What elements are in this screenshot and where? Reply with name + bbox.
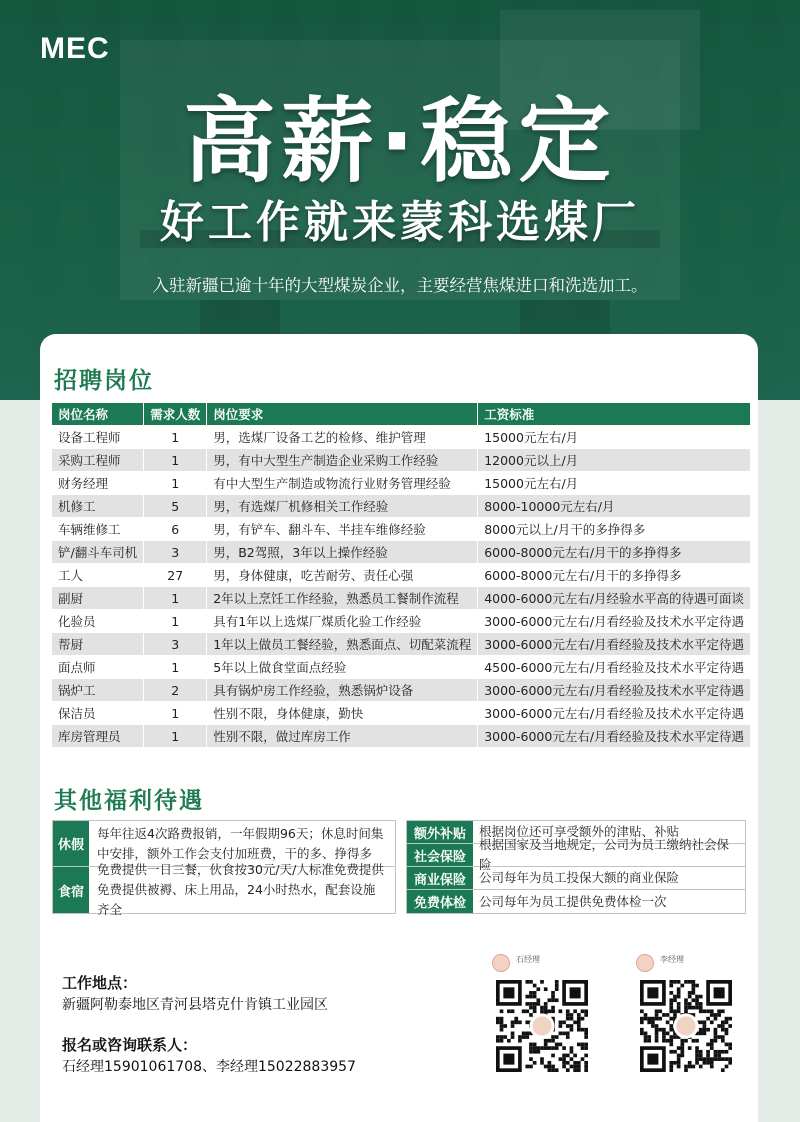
table-row [52, 633, 751, 655]
job-title-cell: 设备工程师 [52, 426, 144, 448]
table-row [52, 587, 751, 609]
headline: 高薪·稳定 [183, 88, 617, 195]
table-row [52, 472, 751, 494]
headcount-cell: 6 [144, 518, 207, 540]
requirement-cell: 1年以上做员工餐经验，熟悉面点、切配菜流程 [207, 633, 478, 655]
contact-label: 报名或咨询联系人： [62, 1036, 198, 1054]
column-header: 工资标准 [478, 403, 751, 425]
location-label: 工作地点： [62, 974, 138, 992]
requirement-cell: 5年以上做食堂面点经验 [207, 656, 478, 678]
headcount-cell: 1 [144, 472, 207, 494]
table-row [52, 702, 751, 724]
qr-code-icon[interactable] [496, 980, 588, 1072]
benefit-text: 根据岗位还可享受额外的津贴、补贴 [479, 824, 680, 839]
table-row [52, 426, 751, 448]
job-title-cell: 化验员 [52, 610, 144, 632]
table-row [52, 725, 751, 747]
benefit-tag: 社会保险 [407, 844, 473, 866]
column-header: 岗位名称 [52, 403, 144, 425]
job-title-cell: 锅炉工 [52, 679, 144, 701]
subheadline: 好工作就来蒙科选煤厂 [160, 197, 640, 248]
headcount-cell: 3 [144, 633, 207, 655]
requirement-cell: 男，有中大型生产制造企业采购工作经验 [207, 449, 478, 471]
job-title-cell: 帮厨 [52, 633, 144, 655]
benefit-row [53, 862, 395, 917]
requirement-cell: 男，有选煤厂机修相关工作经验 [207, 495, 478, 517]
salary-cell: 8000元以上/月干的多挣得多 [478, 518, 751, 540]
table-row [52, 495, 751, 517]
jobs-table [52, 402, 751, 748]
qr-caption: 李经理 [660, 955, 684, 964]
column-header: 岗位要求 [207, 403, 478, 425]
benefit-row [407, 867, 745, 890]
contact-value: 石经理15901061708、李经理15022883957 [62, 1059, 356, 1075]
salary-cell: 3000-6000元左右/月看经验及技术水平定待遇 [478, 702, 751, 724]
table-row [52, 518, 751, 540]
benefit-text: 根据国家及当地规定，公司为员工缴纳社会保险 [479, 837, 730, 872]
salary-cell: 6000-8000元左右/月干的多挣得多 [478, 541, 751, 563]
headcount-cell: 27 [144, 564, 207, 586]
requirement-cell: 男，选煤厂设备工艺的检修、维护管理 [207, 426, 478, 448]
headcount-cell: 1 [144, 702, 207, 724]
table-row [52, 679, 751, 701]
benefit-text: 每年往返4次路费报销，一年假期96天；休息时间集中安排，额外工作会支付加班费，干的多、挣得多 [97, 825, 384, 861]
avatar [492, 954, 510, 972]
benefit-tag: 额外补贴 [407, 821, 473, 843]
salary-cell: 3000-6000元左右/月看经验及技术水平定待遇 [478, 610, 751, 632]
salary-cell: 8000-10000元左右/月 [478, 495, 751, 517]
company-logo: MEC [40, 32, 110, 65]
benefit-row [407, 890, 745, 913]
requirement-cell: 具有锅炉房工作经验，熟悉锅炉设备 [207, 679, 478, 701]
jobs-section-title: 招聘岗位 [54, 368, 154, 394]
table-row [52, 449, 751, 471]
benefit-tag: 食宿 [53, 867, 89, 913]
job-title-cell: 库房管理员 [52, 725, 144, 747]
jobs-table-header [52, 403, 751, 425]
benefit-text: 公司每年为员工提供免费体检一次 [479, 893, 667, 909]
job-title-cell: 副厨 [52, 587, 144, 609]
job-title-cell: 财务经理 [52, 472, 144, 494]
salary-cell: 3000-6000元左右/月看经验及技术水平定待遇 [478, 679, 751, 701]
qr-caption: 石经理 [516, 955, 540, 964]
salary-cell: 15000元左右/月 [478, 472, 751, 494]
requirement-cell: 2年以上烹饪工作经验，熟悉员工餐制作流程 [207, 587, 478, 609]
headcount-cell: 1 [144, 656, 207, 678]
benefits-left-box [52, 820, 396, 917]
headcount-cell: 1 [144, 449, 207, 471]
headcount-cell: 5 [144, 495, 207, 517]
requirement-cell: 男，有铲车、翻斗车、半挂车维修经验 [207, 518, 478, 540]
table-row [52, 564, 751, 586]
salary-cell: 6000-8000元左右/月干的多挣得多 [478, 564, 751, 586]
headcount-cell: 1 [144, 587, 207, 609]
requirement-cell: 男，B2驾照，3年以上操作经验 [207, 541, 478, 563]
headcount-cell: 3 [144, 541, 207, 563]
headcount-cell: 1 [144, 725, 207, 747]
benefits-section-title: 其他福利待遇 [54, 788, 204, 814]
job-title-cell: 车辆维修工 [52, 518, 144, 540]
headcount-cell: 1 [144, 610, 207, 632]
salary-cell: 3000-6000元左右/月看经验及技术水平定待遇 [478, 633, 751, 655]
requirement-cell: 具有1年以上选煤厂煤质化验工作经验 [207, 610, 478, 632]
job-title-cell: 采购工程师 [52, 449, 144, 471]
benefit-tag: 免费体检 [407, 890, 473, 913]
table-row [52, 541, 751, 563]
requirement-cell: 性别不限，做过库房工作 [207, 725, 478, 747]
table-row [52, 610, 751, 632]
job-title-cell: 机修工 [52, 495, 144, 517]
job-title-cell: 面点师 [52, 656, 144, 678]
job-title-cell: 工人 [52, 564, 144, 586]
salary-cell: 3000-6000元左右/月看经验及技术水平定待遇 [478, 725, 751, 747]
salary-cell: 4500-6000元左右/月看经验及技术水平定待遇 [478, 656, 751, 678]
job-title-cell: 铲/翻斗车司机 [52, 541, 144, 563]
qr-code-icon[interactable] [640, 980, 732, 1072]
benefit-row [407, 837, 745, 872]
benefit-text: 免费提供一日三餐，伙食按30元/天/人标准免费提供免费提供被褥、床上用品，24小时热水，配套设施齐全 [97, 862, 384, 917]
requirement-cell: 有中大型生产制造或物流行业财务管理经验 [207, 472, 478, 494]
table-row [52, 656, 751, 678]
location-value: 新疆阿勒泰地区青河县塔克什肯镇工业园区 [62, 997, 328, 1013]
requirement-cell: 性别不限，身体健康，勤快 [207, 702, 478, 724]
column-header: 需求人数 [144, 403, 207, 425]
company-intro: 入驻新疆已逾十年的大型煤炭企业，主要经营焦煤进口和洗选加工。 [152, 276, 648, 295]
headcount-cell: 1 [144, 426, 207, 448]
benefit-text: 公司每年为员工投保大额的商业保险 [479, 870, 680, 885]
requirement-cell: 男，身体健康，吃苦耐劳、责任心强 [207, 564, 478, 586]
salary-cell: 12000元以上/月 [478, 449, 751, 471]
benefit-tag: 商业保险 [407, 867, 473, 889]
headcount-cell: 2 [144, 679, 207, 701]
avatar [636, 954, 654, 972]
job-title-cell: 保洁员 [52, 702, 144, 724]
content-card [40, 334, 758, 1122]
benefits-right-box [406, 820, 746, 914]
benefit-tag: 休假 [53, 821, 89, 866]
salary-cell: 4000-6000元左右/月经验水平高的待遇可面谈 [478, 587, 751, 609]
salary-cell: 15000元左右/月 [478, 426, 751, 448]
